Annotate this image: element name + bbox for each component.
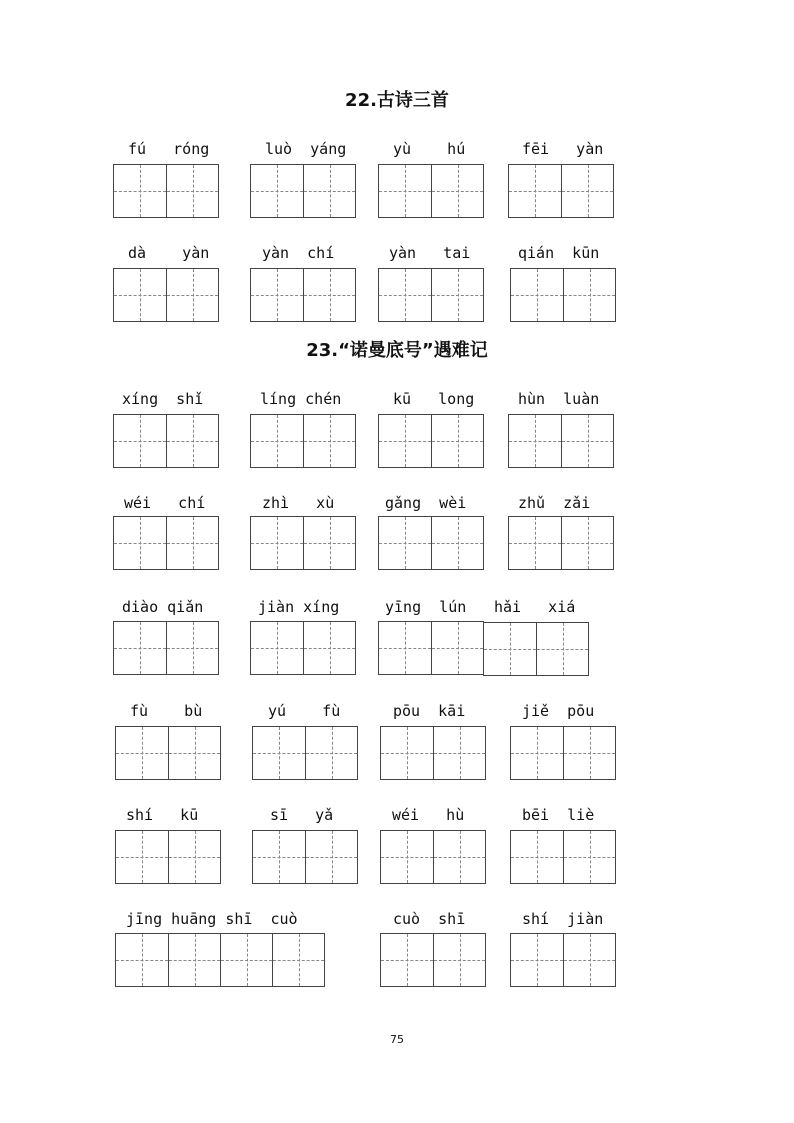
writing-grid[interactable] [250, 516, 356, 570]
pinyin-label: pōu kāi [393, 702, 466, 720]
pinyin-label: yàn tai [389, 244, 471, 262]
writing-grid[interactable] [380, 726, 486, 780]
pinyin-label: wéi chí [124, 494, 206, 512]
pinyin-label: shí jiàn [522, 910, 604, 928]
pinyin-label: jiě pōu [522, 702, 595, 720]
writing-grid[interactable] [115, 830, 221, 884]
writing-grid[interactable] [508, 164, 614, 218]
pinyin-label: shí kū [126, 806, 199, 824]
writing-grid[interactable] [378, 414, 484, 468]
writing-grid[interactable] [115, 726, 221, 780]
writing-grid[interactable] [113, 268, 219, 322]
pinyin-label: hùn luàn [518, 390, 600, 408]
pinyin-label: zhì xù [262, 494, 335, 512]
pinyin-label: fù bù [130, 702, 203, 720]
writing-grid[interactable] [378, 516, 484, 570]
writing-grid[interactable] [378, 268, 484, 322]
pinyin-label: jīng huāng shī cuò [126, 910, 298, 928]
pinyin-label: bēi liè [522, 806, 595, 824]
pinyin-label: qián kūn [518, 244, 600, 262]
writing-grid[interactable] [250, 621, 356, 675]
pinyin-label: fēi yàn [522, 140, 604, 158]
pinyin-label: hǎi xiá [494, 598, 576, 616]
pinyin-label: cuò shī [393, 910, 466, 928]
pinyin-label: luò yáng [265, 140, 347, 158]
writing-grid[interactable] [113, 164, 219, 218]
writing-grid[interactable] [508, 516, 614, 570]
writing-grid[interactable] [250, 164, 356, 218]
writing-grid[interactable] [510, 726, 616, 780]
pinyin-label: yù hú [393, 140, 466, 158]
pinyin-label: sī yǎ [270, 806, 334, 824]
section-23-title: 23.“诺曼底号”遇难记 [306, 340, 488, 361]
pinyin-label: diào qiǎn [122, 598, 204, 616]
writing-grid[interactable] [113, 414, 219, 468]
pinyin-label: yàn chí [262, 244, 335, 262]
writing-grid[interactable] [113, 516, 219, 570]
page-number: 75 [390, 1033, 404, 1046]
pinyin-label: kū long [393, 390, 475, 408]
pinyin-label: yú fù [268, 702, 341, 720]
writing-grid[interactable] [483, 622, 589, 676]
writing-grid[interactable] [510, 933, 616, 987]
section-22-title: 22.古诗三首 [345, 90, 449, 111]
writing-grid[interactable] [380, 830, 486, 884]
writing-grid[interactable] [380, 933, 486, 987]
writing-grid[interactable] [510, 830, 616, 884]
writing-grid[interactable] [113, 621, 219, 675]
pinyin-label: jiàn xíng [258, 598, 340, 616]
writing-grid[interactable] [508, 414, 614, 468]
writing-grid[interactable] [250, 414, 356, 468]
writing-grid-four[interactable] [115, 933, 325, 987]
writing-grid[interactable] [378, 164, 484, 218]
writing-grid[interactable] [252, 726, 358, 780]
pinyin-label: wéi hù [392, 806, 465, 824]
pinyin-label: zhǔ zǎi [518, 494, 591, 512]
pinyin-label: líng chén [260, 390, 342, 408]
writing-grid[interactable] [252, 830, 358, 884]
pinyin-label: yīng lún [385, 598, 467, 616]
writing-grid[interactable] [250, 268, 356, 322]
writing-grid[interactable] [378, 621, 484, 675]
pinyin-label: dà yàn [128, 244, 210, 262]
writing-grid[interactable] [510, 268, 616, 322]
pinyin-label: gǎng wèi [385, 494, 467, 512]
pinyin-label: xíng shǐ [122, 390, 204, 408]
pinyin-label: fú róng [128, 140, 210, 158]
